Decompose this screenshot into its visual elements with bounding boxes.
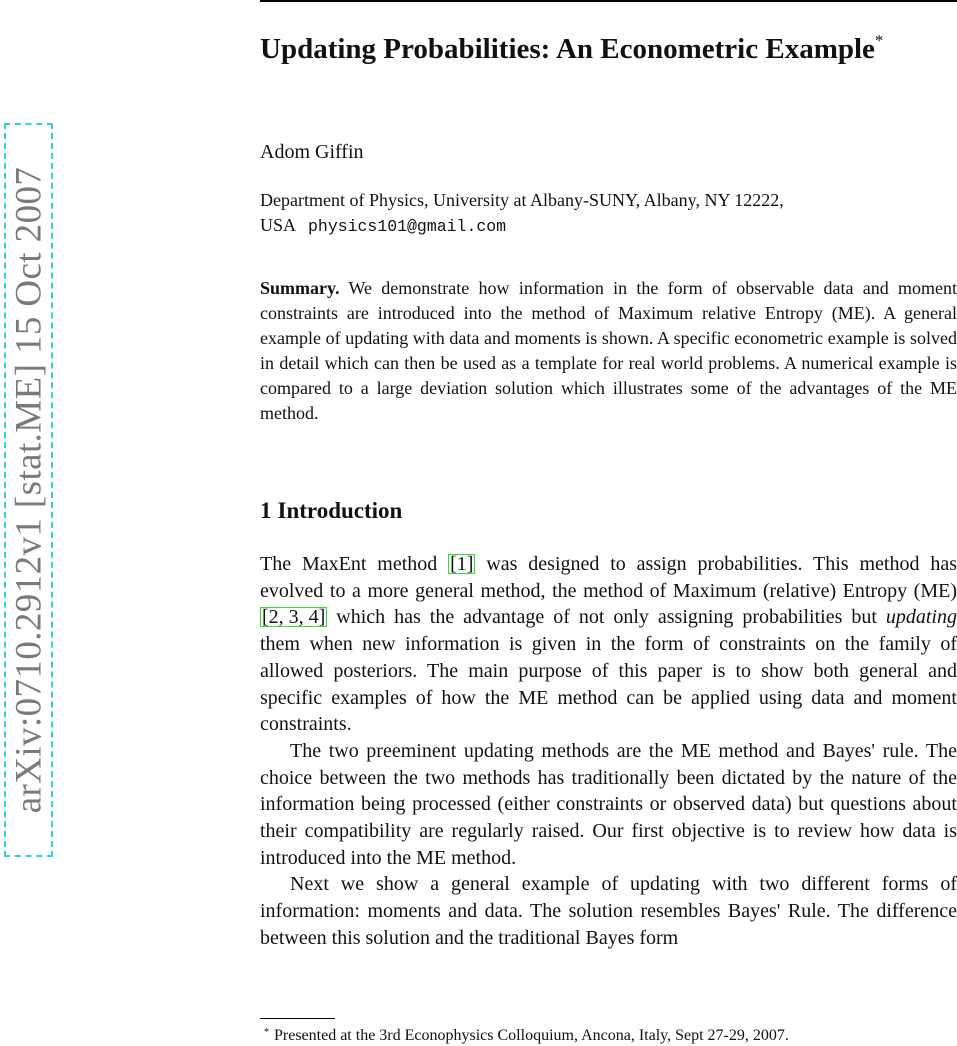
citation-link-1[interactable]: [1] bbox=[450, 553, 474, 575]
top-rule bbox=[260, 0, 957, 2]
affiliation bbox=[260, 188, 950, 239]
summary-label: Summary. bbox=[260, 278, 340, 298]
author-email[interactable]: physics101@gmail.com bbox=[308, 217, 507, 236]
footnote-text: Presented at the 3rd Econophysics Colloquium, Ancona, Italy, Sept 27-29, 2007. bbox=[274, 1027, 789, 1044]
title-footnote-mark[interactable]: * bbox=[874, 31, 884, 50]
intro-text-segment: The MaxEnt method bbox=[260, 553, 449, 575]
emphasis-updating: updating bbox=[885, 606, 957, 629]
author-name: Adom Giffin bbox=[260, 141, 364, 163]
arxiv-stamp bbox=[4, 123, 53, 857]
section-number: 1 bbox=[260, 498, 272, 523]
affiliation-text: Department of Physics, University at Albany-SUNY, Albany, NY 12222, USA bbox=[260, 190, 784, 235]
paper-title bbox=[260, 22, 900, 68]
summary-text: We demonstrate how information in the form of observable data and moment constraints are introduced into the method of Maximum relative Entropy (ME). A general example of updating with data and moments is shown. A specific econometric example is solved in detail which can then be used as a template for real world problems. A numerical example is compared to a large deviation solution which illustrates some of the advantages of the ME method. bbox=[260, 278, 957, 423]
paper-title-text: Updating Probabilities: An Econometric Example bbox=[260, 33, 875, 65]
section-title: Introduction bbox=[277, 498, 403, 523]
citation-link-2-3-4[interactable]: [2, 3, 4] bbox=[262, 606, 326, 629]
summary bbox=[260, 276, 957, 426]
intro-paragraph-1 bbox=[260, 551, 957, 738]
arxiv-identifier: arXiv:0710.2912v1 [stat.ME] 15 Oct 2007 bbox=[8, 166, 49, 814]
introduction-text bbox=[260, 551, 957, 952]
intro-paragraph-3: Next we show a general example of updating with two different forms of information: moments and data. The solution resembles Bayes' Rule. The difference between this solution and the traditional Bayes form bbox=[260, 873, 957, 949]
intro-text-segment: which has the advantage of not only assigning probabilities but bbox=[327, 606, 886, 629]
footnote bbox=[264, 1024, 957, 1045]
intro-text-segment: was designed to assign probabilities. This method has evolved to a more general method, the method of Maximum (relative) Entropy (ME) bbox=[260, 553, 957, 602]
intro-paragraph-2: The two preeminent updating methods are the ME method and Bayes' rule. The choice between the two methods has traditionally been dictated by the nature of the information being processed (either constraints or observed data) but questions about their compatibility are regularly raised. Our first objective is to review how data is introduced into the ME method. bbox=[260, 739, 957, 869]
footnote-mark: * bbox=[264, 1027, 269, 1038]
intro-text-segment: them when new information is given in the form of constraints on the family of allowed posteriors. The main purpose of this paper is to show both general and specific examples of how the ME method can be applied using data and moment constraints. bbox=[260, 633, 957, 736]
footnote-rule bbox=[260, 1018, 335, 1019]
section-heading bbox=[260, 498, 402, 524]
